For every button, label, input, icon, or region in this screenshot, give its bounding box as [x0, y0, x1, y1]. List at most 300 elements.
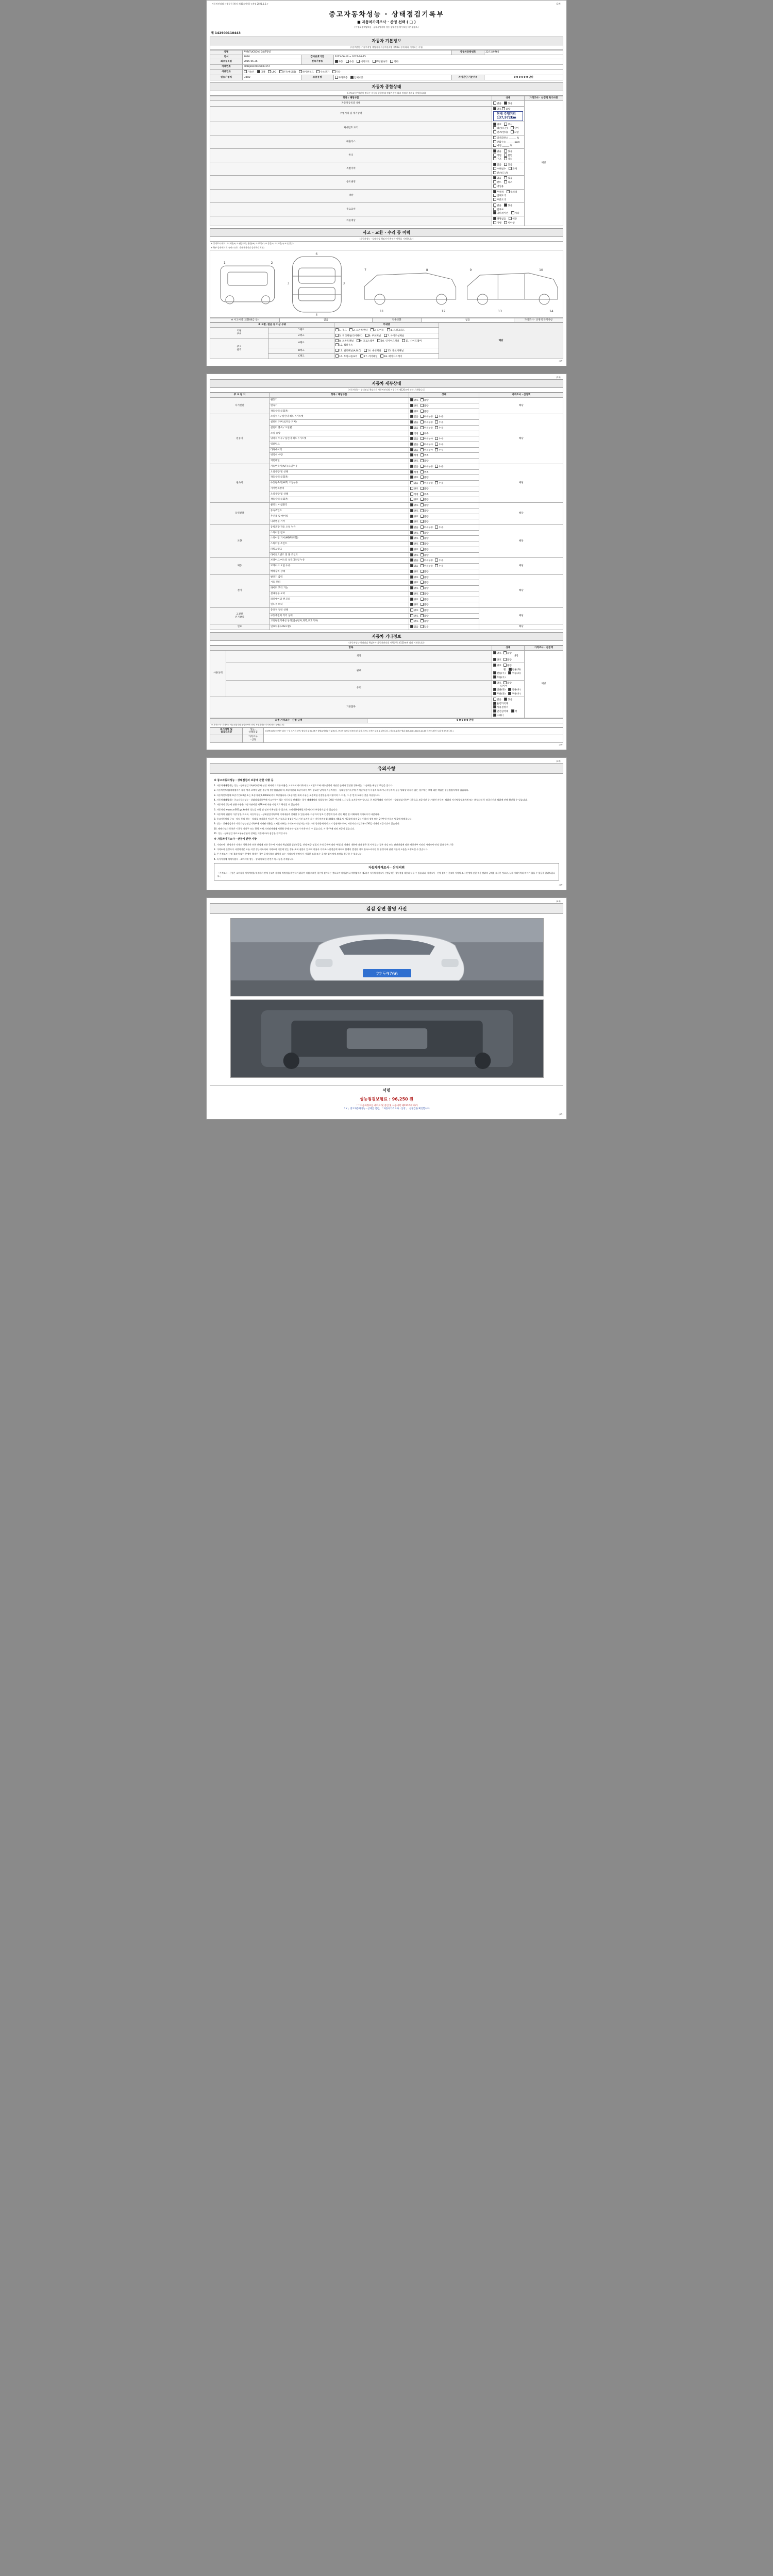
price-brake: 해당	[479, 558, 563, 574]
row-state-reg-doc: 없음 있음	[492, 101, 525, 107]
checkbox-odo-bad[interactable]	[502, 107, 505, 110]
notice-item-9: 9. 성능 · 상태점검자가 자동차성능점검기록부에 기재된 내용을 고지할 때에는 가격조사·산정자는 이를 거래 상대방에게 반드시 설명해야 하며, 자동차인도일로부터 30일 이내의 보증기간이 있습니다.	[214, 822, 400, 825]
notice-item-7: 7. 자동차의 위험이 가장 당한 것으로, 자동차성능 · 상태점검기록부의 기재내용과 신뢰할 수 있습니다. 자동차의 당초 인증범위 등과 관련 확인 및 이해하여 거래하시기 바랍니다.	[214, 812, 380, 816]
price-steering: 해당	[479, 525, 563, 558]
item-steer-joint: 스티어링 조인트	[269, 541, 409, 547]
checkbox-use-biz[interactable]	[493, 184, 496, 188]
state-selfdiag-trans: 양호 불량	[409, 403, 479, 409]
item-eng-block: 실린더 블록 / 오일팬	[269, 425, 409, 431]
checkbox-tire-fl[interactable]	[493, 688, 496, 691]
checkbox-br2-leak[interactable]	[435, 564, 438, 567]
checkbox-br2-none[interactable]	[410, 564, 413, 567]
sheet2-page: (2쪽)	[556, 376, 561, 379]
checkbox-vin-damage[interactable]	[493, 126, 496, 129]
checkbox-at1-leak[interactable]	[435, 465, 438, 468]
checkbox-item-tacho[interactable]	[493, 702, 496, 705]
checkbox-st5-bad[interactable]	[421, 548, 424, 551]
checkbox-opt-sunroof[interactable]	[493, 208, 496, 211]
checkbox-eng2-leak[interactable]	[435, 420, 438, 423]
checkbox-sd-eng-good[interactable]	[410, 398, 413, 401]
odometer-value: 현재 주행거리 137,972km	[493, 111, 523, 121]
checkbox-eng2-none[interactable]	[410, 420, 413, 423]
notice-item-3: 3. 자동차인도일에 보증기간(30일 또는 보증거리(2,000km)까지 보증됩니다. (보증기간 제외 사유는 보증책임 산정물본의 이행이며 그 이후, 그 중 먼저 도래한 것을 적용됩니다.	[214, 793, 380, 796]
checkbox-recall-yes[interactable]	[509, 217, 512, 220]
checkbox-tuning-none[interactable]	[493, 149, 496, 152]
group-frame: 주요 골격	[210, 338, 268, 359]
checkbox-use-none[interactable]	[493, 176, 496, 179]
state-eng-coolant-level: 적정 부족	[409, 453, 479, 459]
checkbox-st1-micro[interactable]	[421, 526, 424, 529]
checkbox-sp-none[interactable]	[493, 163, 496, 166]
checkbox-glass-good[interactable]	[493, 681, 496, 684]
notice-item-11: 11. 성능 · 상태점검 국토교통부장관이 정하는 기준에 따라 점검한 결과입니다.	[214, 832, 288, 835]
checkbox-opt-navi[interactable]	[493, 211, 496, 214]
item-charge-port: 충전구 절연 상태	[269, 608, 409, 614]
checkbox-eng7-none[interactable]	[410, 448, 413, 451]
checkbox-el2-bad[interactable]	[421, 581, 424, 584]
item-mt-gear: 기어변속장치	[269, 486, 409, 492]
basic-info-table	[210, 50, 563, 80]
checkbox-pt4-bad[interactable]	[421, 520, 424, 523]
checkbox-pt1-good[interactable]	[410, 503, 413, 506]
checkbox-trunk-floor[interactable]	[335, 354, 339, 358]
checkbox-use-rent[interactable]	[493, 180, 496, 183]
row-label-odometer: 주행거리 및 계기상태	[210, 106, 492, 122]
state-brake-oil: 없음 미세누유 누유	[409, 564, 479, 569]
checkbox-br1-none[interactable]	[410, 558, 413, 562]
checkbox-use-yes[interactable]	[504, 176, 507, 179]
document-note: (이행보증책임보험 · 공제사업자의 성능·상태점검 의무보험 미가입업소)	[354, 26, 419, 28]
state-charge-port: 양호 불량	[409, 608, 479, 614]
checkbox-hv1-bad[interactable]	[421, 608, 424, 612]
checkbox-el5-bad[interactable]	[421, 598, 424, 601]
state-wiper-motor: 양호 불량	[409, 586, 479, 591]
etc-label-tire: 타이어	[500, 685, 508, 688]
checkbox-at3-bad[interactable]	[421, 476, 424, 479]
etc-state-glass: 양호 불량 타이어 전륜(좌) 전륜(우) 후륜(좌) 후륜(우)	[492, 680, 525, 697]
state-tie-rod: 양호 불량	[409, 552, 479, 558]
checkbox-el4-bad[interactable]	[421, 592, 424, 595]
checkbox-br3-good[interactable]	[410, 570, 413, 573]
item-at-idle: 작동상태(공회전)	[269, 475, 409, 481]
checkbox-smoke[interactable]	[493, 144, 496, 147]
group-hv-electric: 고전원 전기장치	[210, 608, 270, 624]
checkbox-br1-micro[interactable]	[421, 558, 424, 562]
state-alternator: 양호 불량	[409, 574, 479, 580]
notice-item-8: 8. 중고자동차의 구조 · 장치 등의 성능 · 상태를 고지하지 아니한 것, 거짓으로 점검하거나 거짓 고지한 자는 자동차관리법 제80조 제6호 및 제7호에 따라 2년 이하의 징역 또는 2천만원 이하의 벌금에 처해집니다.	[214, 818, 412, 821]
checkbox-sp-total[interactable]	[493, 171, 496, 174]
checkbox-eng1-micro[interactable]	[421, 415, 424, 418]
checkbox-fuel-hybrid[interactable]	[299, 70, 302, 73]
group-powertrain: 동력전달	[210, 503, 270, 525]
checkbox-basic-yes[interactable]	[504, 698, 507, 701]
checkbox-opt-etc[interactable]	[511, 211, 514, 214]
checkbox-hv1-good[interactable]	[410, 608, 413, 612]
checkbox-eng8-ok[interactable]	[410, 453, 413, 456]
checkbox-wheel-rl[interactable]	[508, 671, 511, 674]
parts-rankA: 8. 프론트패널 9. 크로스멤버 10. 인사이드패널 11. 사이드멤버 12. 휠하우스	[334, 338, 439, 348]
checkbox-eng3-leak[interactable]	[435, 426, 438, 429]
checkbox-sd-tr-good[interactable]	[410, 404, 413, 407]
value-simple-change: 없음	[422, 318, 514, 323]
photo-front-view[interactable]	[230, 918, 544, 996]
checkbox-item-spanner[interactable]	[493, 714, 496, 717]
checkbox-side-member[interactable]	[402, 339, 405, 342]
item-selfdiag-idle: 작동상태(공회전)	[269, 409, 409, 414]
row-state-recall: 해당없음 해당 이행 미이행	[492, 216, 525, 226]
state-steer-gear: 양호 불량	[409, 536, 479, 541]
svg-text:13: 13	[498, 309, 502, 313]
checkbox-st1-none[interactable]	[410, 526, 413, 529]
warning-box-text: 「가격조사 · 산정은 소비자가 매매계약을 체결하기 전에 중고차 가격의 적정성을 확인하기 위하여 직접 의뢰한 경우에 실시하는 것으로써 매매업자나 매매업체의 제3자가 자동차가격조사·산정금액은 성능점검 내용과 다를 수 있습니다. 가격조사 · 산정 결과는 중고차 가격의 조사·산정에 관한 적용 범위의 금액을 제시한 것으로, 실제 거래가격과 차이가 있을 수 있음을 알려드립니다.」	[217, 872, 555, 878]
checkbox-item-triangle[interactable]	[493, 709, 496, 713]
photo-gallery	[210, 914, 563, 1085]
etc-label-exterior: 외장	[226, 650, 492, 663]
checkbox-pt2-bad[interactable]	[421, 509, 424, 512]
checkbox-sd-eng-bad[interactable]	[421, 398, 424, 401]
checkbox-tuning-structure[interactable]	[493, 157, 496, 160]
checkbox-tire-rl[interactable]	[493, 692, 496, 695]
checkbox-st3-good[interactable]	[410, 536, 413, 539]
checkbox-st6-good[interactable]	[410, 553, 413, 556]
checkbox-fuel-ev[interactable]	[279, 70, 282, 73]
checkbox-pt2-good[interactable]	[410, 509, 413, 512]
checkbox-eng5-none[interactable]	[410, 437, 413, 440]
checkbox-eng1-leak[interactable]	[435, 415, 438, 418]
etc-state-polish: 양호 불량 휠 전륜(좌) 전륜(우) 후륜(좌) 후륜(우)	[492, 663, 525, 680]
item-alternator: 발전기 출력	[269, 574, 409, 580]
state-differential: 양호 불량	[409, 519, 479, 525]
checkbox-recall-undone[interactable]	[504, 221, 507, 224]
checkbox-at3-good[interactable]	[410, 476, 413, 479]
checkbox-fuel-gasoline[interactable]	[244, 70, 247, 73]
checkbox-opt-none[interactable]	[493, 204, 496, 207]
value-self-diag: 0 0 0 0 0 0 만원	[484, 75, 563, 80]
price-selfdiag: 해당	[479, 398, 563, 414]
checkbox-item-manual[interactable]	[493, 705, 496, 708]
checkbox-semiauto[interactable]	[357, 60, 360, 63]
remark-text: 앞뒤번호판과 도색은 있음 → 당 초기의 앞면, 뒷부가 없음(내용은 불법튜닝범위인 없음)임. 중고차 특성상 부품의 본 부식,리프트 도색은 있을 수 있습니다. (사고유무기준 범위 305-0001-6025-10-39 마모/시,확인 도갑 명시드립니다.)	[264, 727, 563, 735]
checkbox-ext-good[interactable]	[493, 651, 496, 654]
svg-text:10: 10	[539, 268, 543, 272]
checkbox-el3-good[interactable]	[410, 586, 413, 589]
checkbox-st4-good[interactable]	[410, 542, 413, 545]
overall-price-note: 해당	[525, 101, 563, 226]
state-mt-gear: 양호 불량	[409, 486, 479, 492]
checkbox-recall-na[interactable]	[493, 217, 496, 220]
checkbox-floor-panel[interactable]	[384, 349, 387, 352]
car-damage-diagram[interactable]	[210, 250, 563, 318]
remark-label-2	[210, 735, 243, 742]
svg-text:9: 9	[469, 268, 472, 272]
checkbox-eng9-bad[interactable]	[421, 459, 424, 462]
notice2-item-1: 1. 가격조사 · 산정자가 자체의 상황기반 보존 방법에 따른 준수사 거래의 책임범위 설정 (공급, 산정·보증 정밀의 가격 금액에 따라 부합)과 거래의 내용에 따라 좋은 표시가 있는 경우 적당 또는 관련방법에 따른 배상여부 이외의 가격조사·산정 결과 등록 기준	[214, 843, 454, 846]
checkbox-color-chromatic[interactable]	[507, 190, 510, 193]
parts-rankB: 13. 필러패널(A,B,C) 14. 대쉬패널 15. 플로어패널	[334, 348, 439, 353]
label-warranty: 보증유형	[301, 75, 333, 80]
checkbox-pt3-good[interactable]	[410, 515, 413, 518]
rank-2: 2랭크	[268, 333, 334, 338]
checkbox-el1-bad[interactable]	[421, 575, 424, 579]
notice2-item-3: 3. 본 가격조사·산정 결과에 대한 분쟁이 발생한 경우 공제사업의 대상자 또는 가격조사·산정자가 가입한 보험 또는 공제사업자에게 보상을 청구할 수 있습니다.	[214, 853, 363, 856]
checkbox-mt4-bad[interactable]	[421, 498, 424, 501]
svg-text:8: 8	[426, 268, 428, 272]
checkbox-tire-rr[interactable]	[508, 692, 511, 695]
checkbox-polish-good[interactable]	[493, 664, 496, 667]
checkbox-hv2-bad[interactable]	[421, 614, 424, 617]
row-state-options: 없음 있음 썬루프 내비게이션 기타	[492, 202, 525, 216]
checkbox-quarter-panel[interactable]	[335, 334, 339, 337]
checkbox-trunk-lid[interactable]	[387, 328, 390, 331]
checkbox-el5-good[interactable]	[410, 598, 413, 601]
checkbox-pt3-bad[interactable]	[421, 515, 424, 518]
checkbox-br2-micro[interactable]	[421, 564, 424, 567]
item-selfdiag-engine: 원동기	[269, 398, 409, 403]
checkbox-st5-good[interactable]	[410, 548, 413, 551]
checkbox-tuning-illegal[interactable]	[504, 154, 507, 157]
state-cv-joint: 양호 불량	[409, 508, 479, 514]
checkbox-st3-bad[interactable]	[421, 536, 424, 539]
checkbox-eng6-leak[interactable]	[435, 443, 438, 446]
car-diagram-svg	[210, 250, 563, 317]
checkbox-sp-flood[interactable]	[493, 167, 496, 170]
etc-label-wheel: 휠	[503, 668, 506, 671]
item-brake-master: 브레이크 마스터 실린더오일 누유	[269, 558, 409, 564]
checkbox-tire-fr[interactable]	[508, 688, 511, 691]
checkbox-eng6-none[interactable]	[410, 443, 413, 446]
checkbox-pt4-good[interactable]	[410, 520, 413, 523]
checkbox-sp-fire[interactable]	[509, 167, 512, 170]
checkbox-eng7-leak[interactable]	[435, 448, 438, 451]
checkbox-el6-bad[interactable]	[421, 603, 424, 606]
section-overall-sub: (국토교통부장관이 정하는 자동차 종합상태 점검기준에 따라 점검한 결과를 기재합니다)	[210, 91, 563, 96]
checkbox-st2-bad[interactable]	[421, 531, 424, 534]
checkbox-eng6-micro[interactable]	[421, 443, 424, 446]
checkbox-regdoc-none[interactable]	[493, 101, 496, 105]
checkbox-color-partial[interactable]	[493, 198, 496, 201]
checkbox-fuel-etc[interactable]	[332, 70, 335, 73]
item-power-steer-leak: 동력조향 작동 오일 누유	[269, 525, 409, 531]
checkbox-vin-good[interactable]	[493, 123, 496, 126]
checkbox-manual[interactable]	[346, 60, 349, 63]
checkbox-wheel-house[interactable]	[335, 343, 339, 346]
label-parts: ※ 교환, 판금 등 이상 부위	[210, 323, 334, 328]
checkbox-hv3-good[interactable]	[410, 619, 413, 622]
item-starter: 시동 모터	[269, 580, 409, 586]
row-state-emission: 일산화탄소 ______ % 탄화수소 ______ ppm 매연 ______ %	[492, 135, 525, 148]
checkbox-color-full[interactable]	[493, 194, 496, 197]
checkbox-eng5-leak[interactable]	[435, 437, 438, 440]
value-year: 2016	[243, 55, 301, 59]
checkbox-st2-good[interactable]	[410, 531, 413, 534]
section-detail-title: 자동차 세부상태	[210, 379, 563, 388]
checkbox-eng4-low[interactable]	[421, 432, 424, 435]
checkbox-mt3-low[interactable]	[421, 493, 424, 496]
checkbox-sd-idle-good[interactable]	[410, 410, 413, 413]
checkbox-at2-low[interactable]	[421, 470, 424, 473]
checkbox-cross-member[interactable]	[357, 339, 360, 342]
checkbox-sd-tr-bad[interactable]	[421, 404, 424, 407]
remark-label: 특기사항 및 점검자의견	[210, 727, 243, 735]
checkbox-hv2-good[interactable]	[410, 614, 413, 617]
checkbox-eng2-micro[interactable]	[421, 420, 424, 423]
section-etc-sub: (자동차성능·상태점검 책임자가 자동차관리법 시행규칙 제120조에 따라 기재합니다)	[210, 641, 563, 646]
item-eng-commonrail: 커먼레일	[269, 459, 409, 464]
checkbox-polish-bad[interactable]	[503, 664, 507, 667]
item-brake-oil: 브레이크 오일 누유	[269, 564, 409, 569]
checkbox-tuning-yes[interactable]	[504, 149, 507, 152]
checkbox-st1-leak[interactable]	[435, 526, 438, 529]
checkbox-pillar-panel[interactable]	[335, 349, 339, 352]
checkbox-company-warranty[interactable]	[350, 76, 354, 79]
checkbox-mt4-good[interactable]	[410, 498, 413, 501]
checkbox-recall-done[interactable]	[493, 221, 496, 224]
checkbox-wheel-rr[interactable]	[493, 675, 496, 679]
value-insp-period: 2025-06-16 ~ 2027-06-15	[333, 55, 563, 59]
checkbox-sp-yes[interactable]	[504, 163, 507, 166]
value-vin: KMHJ281R0GU003157	[243, 65, 563, 70]
form-topbar	[210, 3, 563, 6]
photo-front-svg	[231, 919, 543, 996]
checkbox-hc[interactable]	[493, 140, 496, 143]
item-blower-motor: 실내송풍 모터	[269, 591, 409, 597]
row-state-color: 무채색 유채색 전체도색 부분도색	[492, 189, 525, 202]
checkbox-el1-good[interactable]	[410, 575, 413, 579]
checkbox-eng9-good[interactable]	[410, 459, 413, 462]
final-price-value: 0 0 0 0 0 만원	[367, 719, 563, 723]
checkbox-tuning-legal[interactable]	[493, 154, 496, 157]
checkbox-glass-bad[interactable]	[503, 681, 507, 684]
checkbox-roof-panel[interactable]	[365, 334, 368, 337]
item-cv-joint: 등속조인트	[269, 508, 409, 514]
notice-heading-1: ※ 중고자동차성능 · 상태점검자 보증에 관한 사항 등	[214, 778, 274, 782]
checkbox-fu1-yes[interactable]	[421, 625, 424, 628]
checkbox-st4-bad[interactable]	[421, 542, 424, 545]
checkbox-use-lease[interactable]	[504, 180, 507, 183]
checkbox-fuel-hydrogen[interactable]	[316, 70, 320, 73]
checkbox-tuning-device[interactable]	[504, 157, 507, 160]
checkbox-el4-good[interactable]	[410, 592, 413, 595]
checkbox-mt2-good[interactable]	[410, 487, 413, 490]
checkbox-eng4-ok[interactable]	[410, 432, 413, 435]
checkbox-mt2-bad[interactable]	[421, 487, 424, 490]
group-engine: 원동기	[210, 414, 270, 464]
checkbox-vin-corrosion[interactable]	[504, 123, 507, 126]
checkbox-inside-panel[interactable]	[377, 339, 380, 342]
group-fuel: 연료	[210, 624, 270, 630]
checkbox-hood[interactable]	[335, 328, 339, 331]
checkbox-hv3-bad[interactable]	[421, 619, 424, 622]
page-number-1: (3쪽)	[556, 3, 561, 5]
checkbox-sd-idle-bad[interactable]	[421, 410, 424, 413]
checkbox-regdoc-yes[interactable]	[504, 101, 507, 105]
section-accident-title: 사고 · 교환 · 수리 등 이력	[210, 228, 563, 237]
item-wiper-motor: 와이퍼 모터 기능	[269, 586, 409, 591]
checkbox-eng3-micro[interactable]	[421, 426, 424, 429]
checkbox-int-good[interactable]	[493, 658, 496, 661]
group-brake: 제동	[210, 558, 270, 574]
state-at-oil: 적정 부족	[409, 469, 479, 475]
state-fuel-leak: 없음 있음	[409, 624, 479, 630]
item-drive-battery: 구동축전지 격리 상태	[269, 613, 409, 619]
checkbox-auto[interactable]	[335, 60, 338, 63]
checkbox-at1-micro[interactable]	[421, 465, 424, 468]
group-outer: 외판 부위	[210, 327, 268, 338]
checkbox-at2-ok[interactable]	[410, 470, 413, 473]
checkbox-side-sill[interactable]	[384, 334, 387, 337]
etc-label-polish: 광택	[226, 663, 492, 680]
checkbox-front-panel[interactable]	[335, 339, 339, 342]
checkbox-el3-bad[interactable]	[421, 586, 424, 589]
checkbox-basic-none[interactable]	[493, 698, 496, 701]
checkbox-item-jack[interactable]	[511, 709, 514, 713]
checkbox-eng3-none[interactable]	[410, 426, 413, 429]
checkbox-el6-good[interactable]	[410, 603, 413, 606]
checkbox-mt1-none[interactable]	[410, 481, 413, 484]
checkbox-other-trans[interactable]	[390, 60, 393, 63]
state-steer-pump: 양호 불량	[409, 530, 479, 536]
checkbox-eng8-low[interactable]	[421, 453, 424, 456]
checkbox-fuel-diesel[interactable]	[257, 70, 260, 73]
value-engine-type: D4FD	[243, 75, 301, 80]
checkbox-eng7-micro[interactable]	[421, 448, 424, 451]
photo-underbody-view[interactable]	[230, 999, 544, 1078]
etc-col-price: 가격조사 · 산정액	[525, 646, 563, 650]
checkbox-wheel-fl[interactable]	[509, 668, 512, 671]
notice2-item-4: 4. 특기사항에 매매사업자 · 소비자에 성능 · 상태에 대한 관련기재 사항을 기재합니다.	[214, 857, 295, 860]
checkbox-at1-none[interactable]	[410, 465, 413, 468]
checkbox-doors[interactable]	[371, 328, 374, 331]
checkbox-st6-bad[interactable]	[421, 553, 424, 556]
checkbox-opt-yes[interactable]	[504, 204, 507, 207]
price-transmission: 해당	[479, 464, 563, 502]
checkbox-mt3-ok[interactable]	[410, 493, 413, 496]
checkbox-color-achromatic[interactable]	[493, 190, 496, 193]
checkbox-el2-good[interactable]	[410, 581, 413, 584]
checkbox-fu1-none[interactable]	[410, 625, 413, 628]
checkbox-br1-leak[interactable]	[435, 558, 438, 562]
checkbox-rear-panel[interactable]	[360, 354, 363, 358]
checkbox-ext-bad[interactable]	[503, 651, 507, 654]
checkbox-odo-good[interactable]	[493, 107, 496, 110]
svg-text:3: 3	[287, 281, 290, 285]
checkbox-eng1-none[interactable]	[410, 415, 413, 418]
checkbox-dash-panel[interactable]	[364, 349, 367, 352]
checkbox-vin-alter[interactable]	[493, 130, 496, 133]
checkbox-eng5-micro[interactable]	[421, 437, 424, 440]
checkbox-package-tray[interactable]	[380, 354, 383, 358]
remark-col-price: 가격조사 · 산정	[243, 735, 264, 742]
document-title: 중고자동차성능 · 상태점검기록부	[329, 11, 444, 19]
checkbox-int-bad[interactable]	[503, 658, 507, 661]
price-fuel: 해당	[479, 624, 563, 630]
checkbox-cvt[interactable]	[373, 60, 376, 63]
checkbox-mt1-micro[interactable]	[421, 481, 424, 484]
row-label-options: 주요옵션	[210, 202, 492, 216]
checkbox-mt1-leak[interactable]	[435, 481, 438, 484]
checkbox-co[interactable]	[493, 136, 496, 139]
checkbox-wheel-fr[interactable]	[493, 671, 496, 674]
checkbox-br3-bad[interactable]	[421, 570, 424, 573]
checkbox-front-fender[interactable]	[349, 328, 352, 331]
checkbox-fuel-lpg[interactable]	[268, 70, 271, 73]
accident-parts-table	[210, 323, 563, 359]
checkbox-vin-diff[interactable]	[511, 126, 514, 129]
checkbox-self-warranty[interactable]	[335, 76, 338, 79]
checkbox-pt1-bad[interactable]	[421, 503, 424, 506]
item-brake-booster: 배력장치 상태	[269, 569, 409, 574]
checkbox-vin-erase[interactable]	[511, 130, 514, 133]
